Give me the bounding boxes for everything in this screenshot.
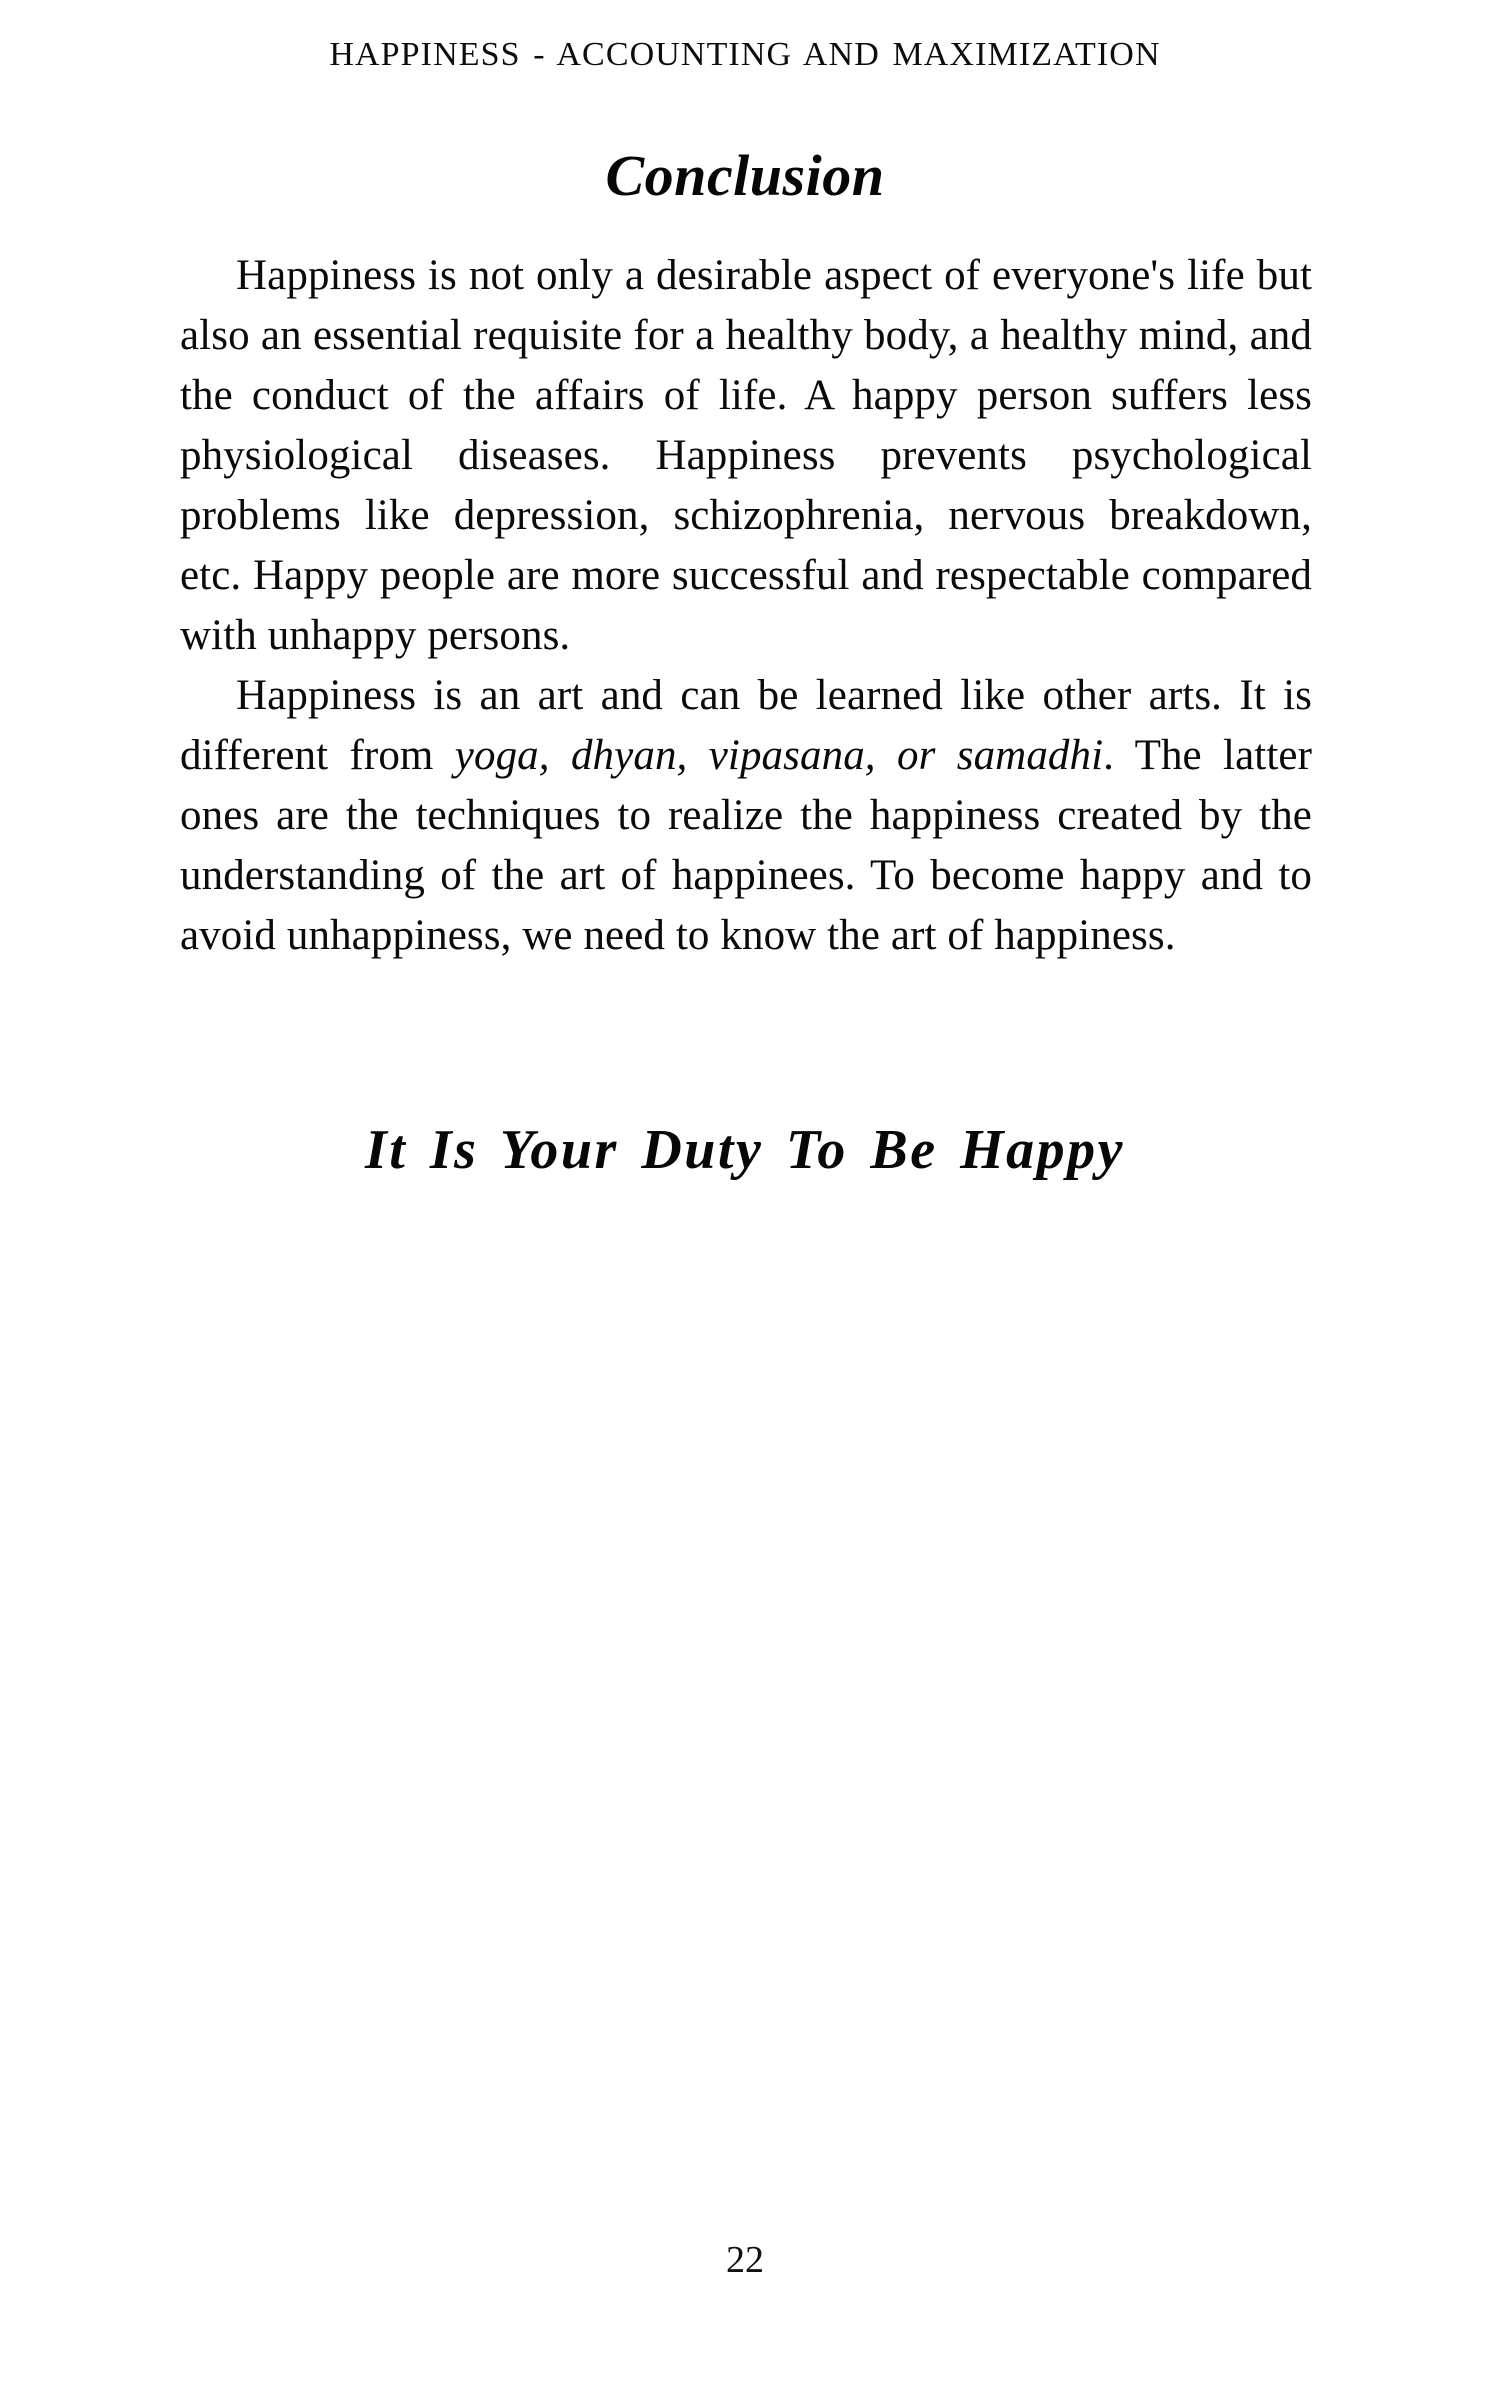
paragraph-2 <box>180 666 1312 966</box>
page-title: Conclusion <box>605 142 885 208</box>
paragraph-2-foreign-terms: yoga, dhyan, vipasana, or samadhi <box>454 732 1104 779</box>
body-text-block <box>180 246 1312 966</box>
paragraph-1 <box>180 246 1312 666</box>
page-number: 22 <box>726 2239 764 2281</box>
running-head: HAPPINESS - ACCOUNTING AND MAXIMIZATION <box>329 36 1161 73</box>
paragraph-2-text-tail: . The latter ones are the techniques to realize the happiness created by the understanding of the art of happinees. To become happy and to avoid unhappiness, we need to know the art of happiness. <box>180 732 1312 959</box>
closing-statement: It Is Your Duty To Be Happy <box>364 1119 1126 1181</box>
paragraph-2-text-lead: Happiness is an art and can be learned like other arts. It is different from <box>180 672 1312 779</box>
paragraph-1-text: Happiness is not only a desirable aspect of everyone's life but also an essential requisite for a healthy body, a healthy mind, and the conduct of the affairs of life. A happy person suffers less physiological diseases. Happiness prevents psychological problems like depression, schizophrenia, nervous breakdown, etc. Happy people are more successful and respectable compared with unhappy persons. <box>180 252 1312 659</box>
